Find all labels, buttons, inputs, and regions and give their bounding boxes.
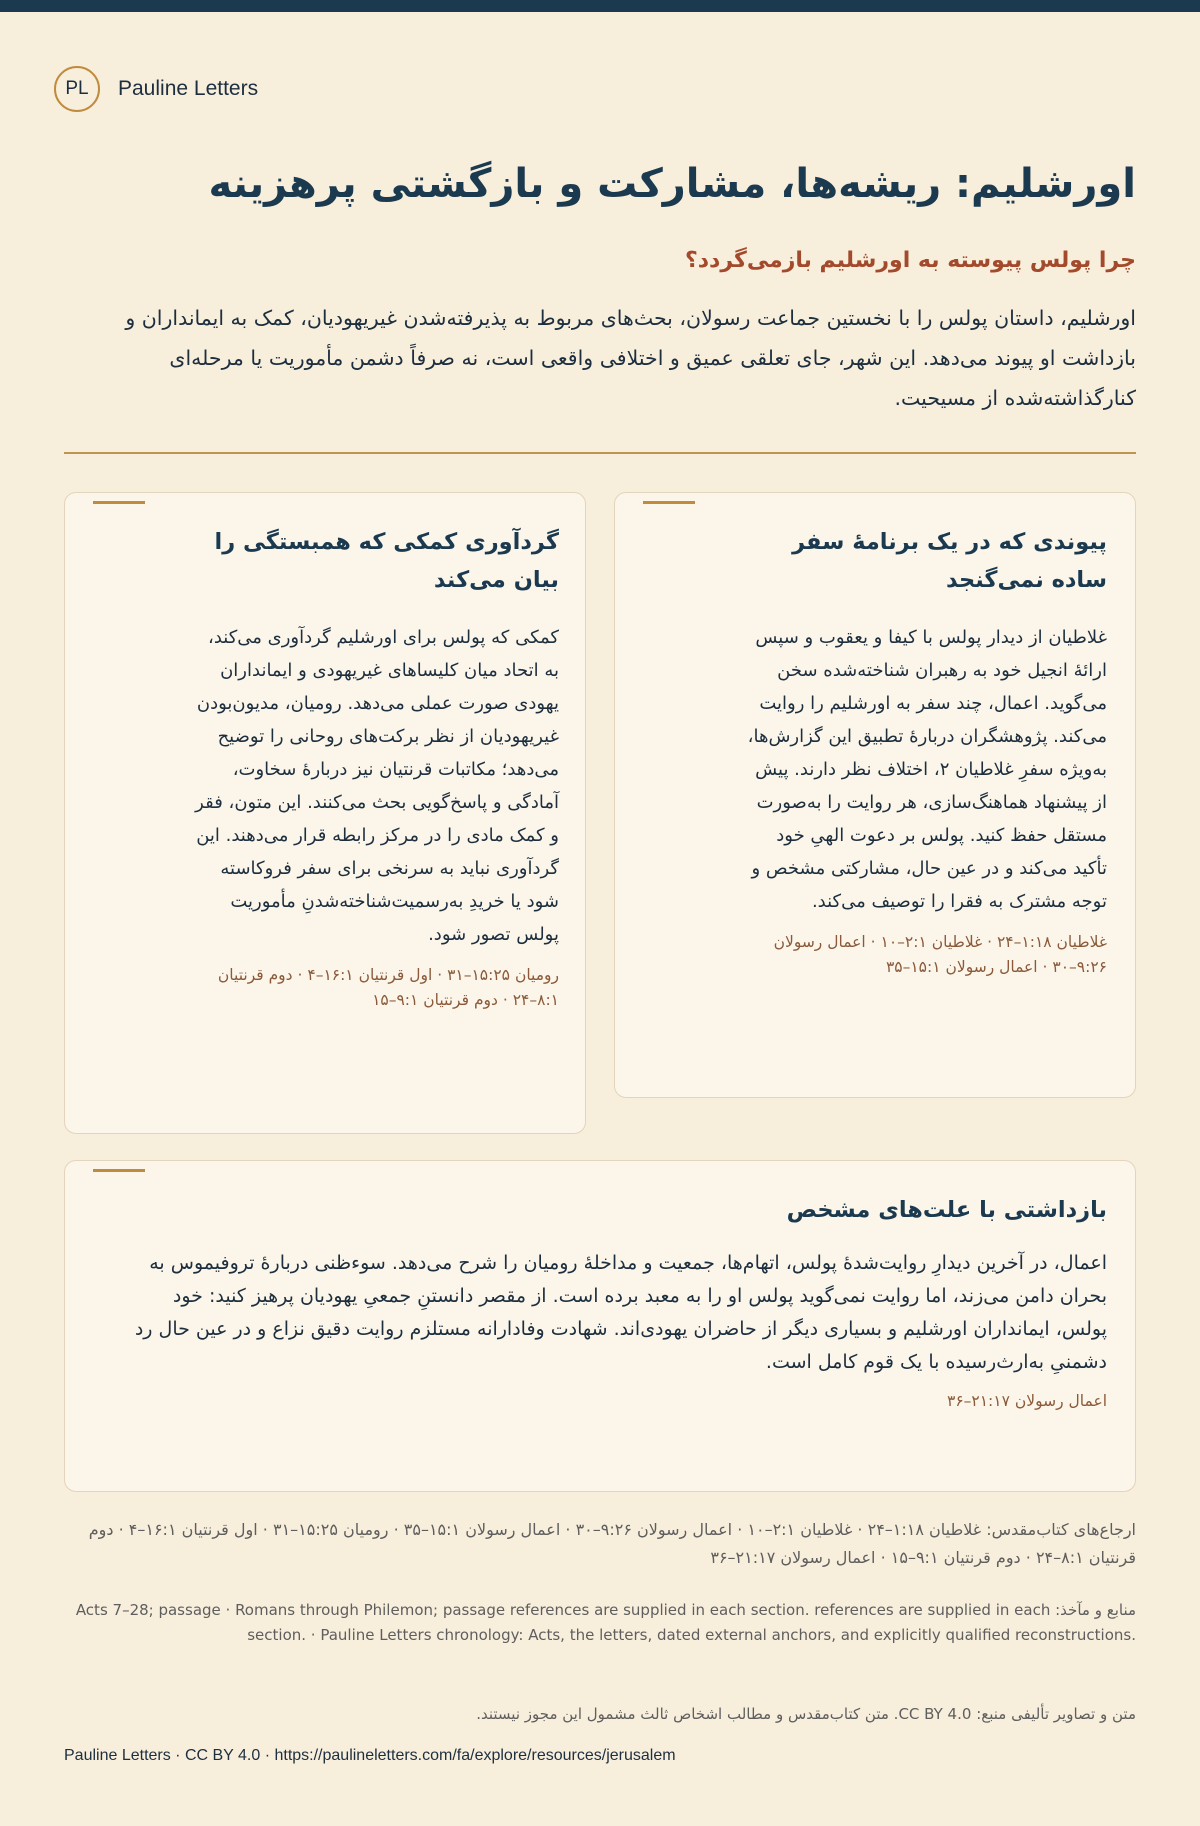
site-brand[interactable] xyxy=(54,64,258,114)
card-title: بازداشتی با علت‌های مشخص xyxy=(786,1197,1107,1223)
card-body: غلاطیان از دیدار پولس با کیفا و یعقوب و سپس ارائهٔ انجیل خود به رهبران شناخته‌شده سخن می‌گوید. اعمال، چند سفر به اورشلیم را روایت می‌کند. پژوهشگران دربارهٔ تطبیق این گزارش‌ها، به‌ویژه سفرِ غلاطیان ۲، اختلاف نظر دارند. پیش از پیشنهاد هماهنگ‌سازی، هر روایت را به‌صورت مستقل حفظ کنید. پولس بر دعوت الهیِ خود تأکید می‌کند و در عین حال، مشارکتی مشخص و توجه مشترک به فقرا را توصیف می‌کند. xyxy=(747,627,1107,912)
card-body: اعمال، در آخرین دیدارِ روایت‌شدهٔ پولس، اتهام‌ها، جمعیت و مداخلهٔ رومیان را شرح می‌دهد. سوءظنی دربارهٔ تروفیموس به بحران دامن می‌زند، اما روایت نمی‌گوید پولس او را به معبد برده است. از مقصر دانستنِ جمعیِ یهودیان پرهیز کنید: خود پولس، ایمانداران اورشلیم و بسیاری دیگر از حاضران یهودی‌اند. شهادت وفادارانه مستلزم روایت دقیق نزاع و در عین حال رد دشمنیِ به‌ارث‌رسیده با یک قوم کامل است. xyxy=(134,1252,1107,1373)
section-divider xyxy=(64,452,1136,454)
sources-text: Acts 7–28; passage · Romans through Philemon; passage references are supplied in each section. references are supplied in each section. · Pauline Letters chronology: Acts, the letters, dated external anchors, and explicitly qualified reconstructions. xyxy=(75,1601,1136,1644)
page-title: اورشلیم: ریشه‌ها، مشارکت و بازگشتی پرهزینه xyxy=(208,161,1136,207)
license-note: متن و تصاویر تألیفی منبع: CC BY 4.0. متن کتاب‌مقدس و مطالب اشخاص ثالث مشمول این مجوز نیستند. xyxy=(476,1705,1136,1723)
page-intro: اورشلیم، داستان پولس را با نخستین جماعت رسولان، بحث‌های مربوط به پذیرفته‌شدن غیریهودیان، کمک به ایمانداران و بازداشت او پیوند می‌دهد. این شهر، جای تعلقی عمیق و اختلافی واقعی است، نه صرفاً دشمن مأموریت یا مرحله‌ای کنارگذاشته‌شده از مسیحیت. xyxy=(125,306,1136,410)
site-logo: PL xyxy=(54,66,100,112)
sources-note xyxy=(64,1598,1136,1648)
card-body: کمکی که پولس برای اورشلیم گردآوری می‌کند، به اتحاد میان کلیساهای غیریهودی و ایمانداران یهودی صورت عملی می‌دهد. رومیان، مدیون‌بودن غیریهودیان از نظر برکت‌های روحانی را توضیح می‌دهد؛ مکاتبات قرنتیان نیز دربارهٔ سخاوت، آمادگی و پاسخ‌گویی بحث می‌کنند. این متون، فقر و کمک مادی را در مرکز رابطه قرار می‌دهند. این گردآوری نباید به سرنخی برای سفر فروکاسته شود یا خریدِ به‌رسمیت‌شناخته‌شدنِ مأموریت پولس تصور شود. xyxy=(195,627,559,945)
site-name: Pauline Letters xyxy=(118,77,259,100)
top-accent-bar xyxy=(0,0,1200,12)
card-title: گردآوری کمکی که همبستگی را بیان می‌کند xyxy=(214,529,559,593)
card-accent xyxy=(643,501,695,504)
card-references: رومیان ۱۵:۲۵–۳۱ · اول قرنتیان ۱۶:۱–۴ · دوم قرنتیان ۸:۱–۲۴ · دوم قرنتیان ۹:۱–۱۵ xyxy=(217,966,559,1009)
bible-references: ارجاع‌های کتاب‌مقدس: غلاطیان ۱:۱۸–۲۴ · غلاطیان ۲:۱–۱۰ · اعمال رسولان ۹:۲۶–۳۰ · اعمال رسولان ۱۵:۱–۳۵ · رومیان ۱۵:۲۵–۳۱ · اول قرنتیان ۱۶:۱–۴ · دوم قرنتیان ۸:۱–۲۴ · دوم قرنتیان ۹:۱–۱۵ · اعمال رسولان ۲۱:۱۷–۳۶ xyxy=(88,1520,1136,1567)
card-references: اعمال رسولان ۲۱:۱۷–۳۶ xyxy=(947,1392,1107,1410)
card-connection xyxy=(614,492,1136,1098)
card-title: پیوندی که در یک برنامهٔ سفر ساده نمی‌گنجد xyxy=(792,529,1107,593)
card-arrest xyxy=(64,1160,1136,1492)
page-footer[interactable]: Pauline Letters · CC BY 4.0 · https://paulineletters.com/fa/explore/resources/jerusalem xyxy=(64,1747,676,1764)
card-collection xyxy=(64,492,586,1134)
page-subtitle: چرا پولس پیوسته به اورشلیم بازمی‌گردد؟ xyxy=(685,248,1136,273)
card-references: غلاطیان ۱:۱۸–۲۴ · غلاطیان ۲:۱–۱۰ · اعمال رسولان ۹:۲۶–۳۰ · اعمال رسولان ۱۵:۱–۳۵ xyxy=(773,933,1107,976)
sources-label: منابع و مآخذ: xyxy=(1055,1601,1136,1619)
card-accent xyxy=(93,1169,145,1172)
card-accent xyxy=(93,501,145,504)
